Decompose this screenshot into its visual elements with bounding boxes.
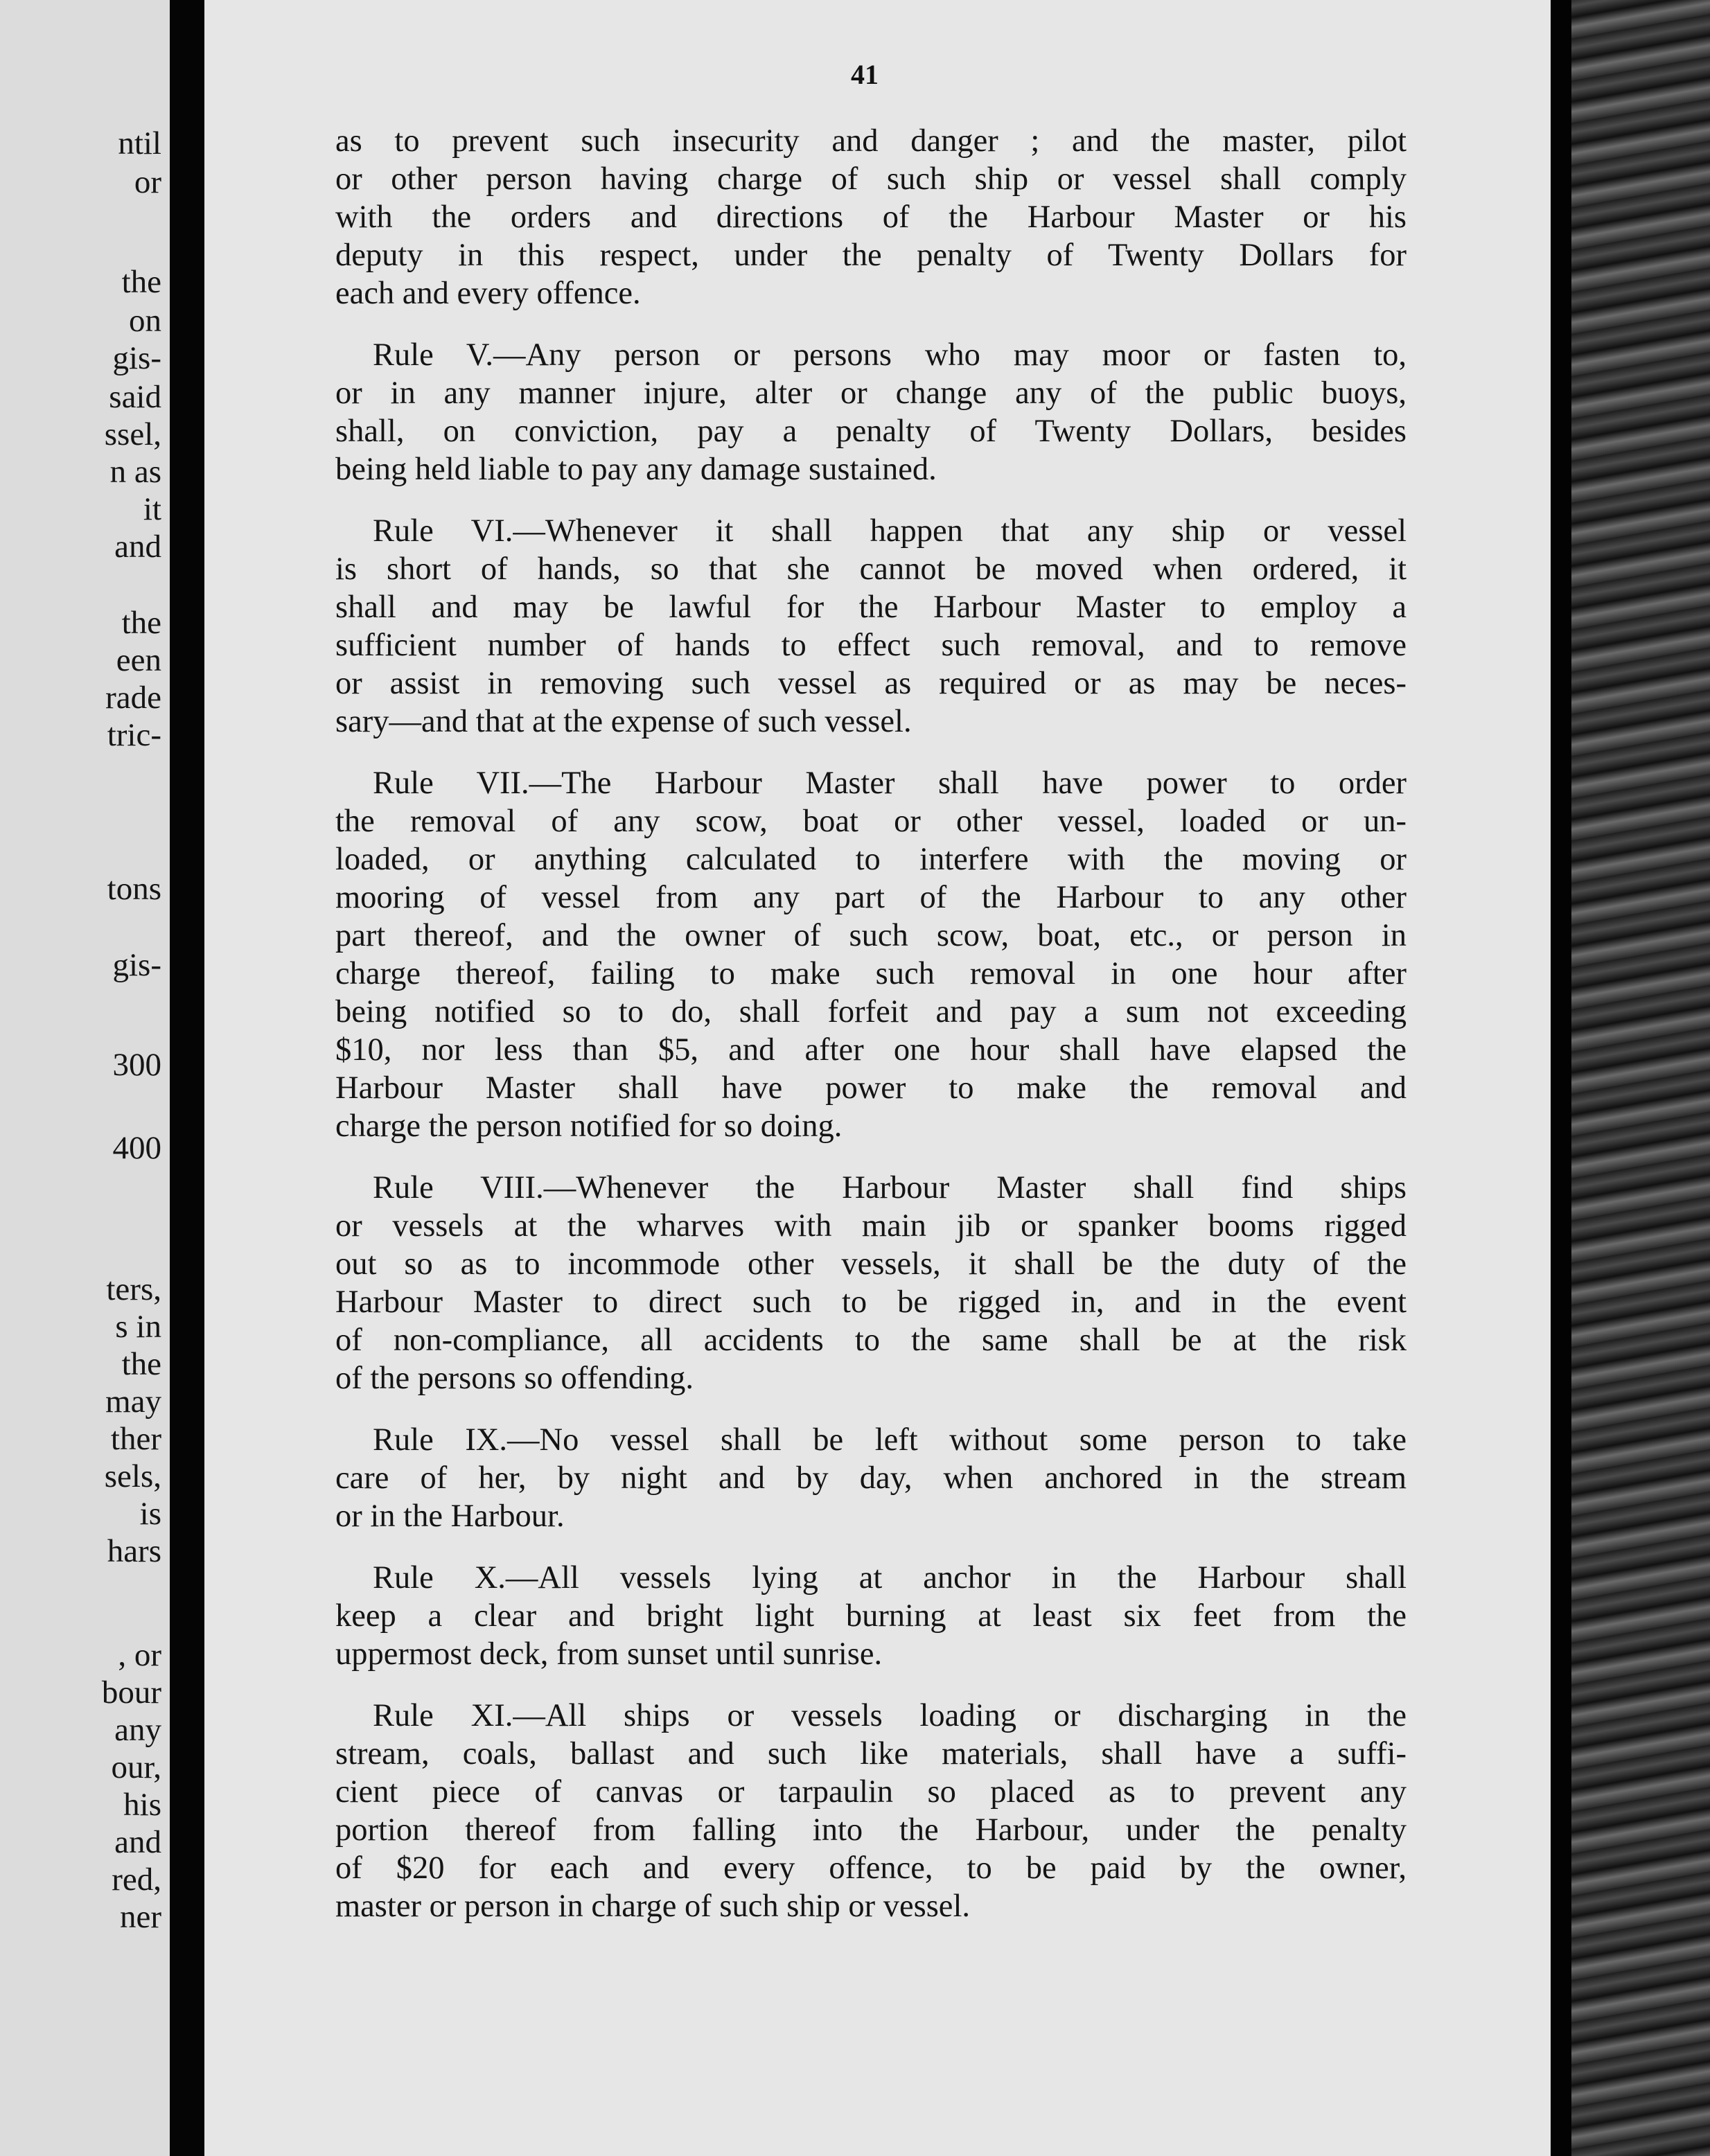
left-page-fragment: is bbox=[139, 1496, 161, 1532]
text-line: Harbour Master to direct such to be rigged in, and in the event bbox=[335, 1284, 1407, 1320]
paragraph bbox=[335, 512, 1407, 741]
left-page-fragment: the bbox=[121, 605, 161, 641]
text-line: Rule IX.—No vessel shall be left without some person to take bbox=[373, 1422, 1407, 1458]
text-line: charge the person notified for so doing. bbox=[335, 1108, 843, 1144]
left-page-fragment: the bbox=[121, 1346, 161, 1382]
left-page-fragment: any bbox=[114, 1712, 161, 1748]
text-line: part thereof, and the owner of such scow, boat, etc., or person in bbox=[335, 918, 1407, 953]
left-page-fragment: sels, bbox=[104, 1458, 161, 1494]
left-page-fragment: n as bbox=[109, 454, 161, 490]
left-page-fragment: hars bbox=[107, 1533, 161, 1569]
text-line: deputy in this respect, under the penalty of Twenty Dollars for bbox=[335, 238, 1407, 273]
left-page-fragment: 300 bbox=[112, 1047, 161, 1083]
paragraph bbox=[335, 122, 1407, 312]
left-page-fragment: ntil bbox=[118, 125, 161, 161]
text-line: with the orders and directions of the Harbour Master or his bbox=[335, 200, 1407, 235]
left-page-fragment: may bbox=[105, 1384, 161, 1420]
left-page-fragment: 400 bbox=[112, 1130, 161, 1166]
book-edge-marbled bbox=[1551, 0, 1710, 2156]
left-page-fragment: the bbox=[121, 264, 161, 300]
text-line: sufficient number of hands to effect such removal, and to remove bbox=[335, 628, 1407, 663]
left-page-fragment: rade bbox=[105, 680, 161, 716]
left-page-fragment: ssel, bbox=[104, 416, 161, 452]
text-line: or in the Harbour. bbox=[335, 1499, 565, 1534]
left-page-fragment: or bbox=[134, 164, 161, 200]
text-line: or other person having charge of such ship or vessel shall comply bbox=[335, 161, 1407, 197]
left-page-fragment: ters, bbox=[106, 1271, 161, 1307]
text-line: Rule VI.—Whenever it shall happen that any ship or vessel bbox=[373, 513, 1407, 549]
text-line: uppermost deck, from sunset until sunrise. bbox=[335, 1636, 883, 1672]
text-line: charge thereof, failing to make such removal in one hour after bbox=[335, 956, 1407, 991]
text-line: being held liable to pay any damage sustained. bbox=[335, 452, 937, 487]
text-line: Rule X.—All vessels lying at anchor in the Harbour shall bbox=[373, 1560, 1407, 1596]
text-line: keep a clear and bright light burning at least six feet from the bbox=[335, 1598, 1407, 1634]
left-page-fragment: and bbox=[114, 529, 161, 565]
left-page-fragment: it bbox=[143, 491, 161, 527]
text-line: portion thereof from falling into the Harbour, under the penalty bbox=[335, 1812, 1407, 1848]
text-line: or vessels at the wharves with main jib or spanker booms rigged bbox=[335, 1208, 1407, 1244]
text-line: or assist in removing such vessel as required or as may be neces- bbox=[335, 666, 1407, 701]
text-line: each and every offence. bbox=[335, 276, 641, 311]
left-page-fragment: bour bbox=[101, 1675, 161, 1711]
text-line: shall and may be lawful for the Harbour Master to employ a bbox=[335, 590, 1407, 625]
left-page-fragment: s in bbox=[115, 1309, 161, 1345]
left-page-fragment: gis- bbox=[112, 947, 161, 983]
left-page-fragment: , or bbox=[118, 1637, 161, 1673]
text-line: cient piece of canvas or tarpaulin so placed as to prevent any bbox=[335, 1774, 1407, 1810]
left-page-fragment: gis- bbox=[112, 340, 161, 376]
text-line: out so as to incommode other vessels, it shall be the duty of the bbox=[335, 1246, 1407, 1282]
text-line: the removal of any scow, boat or other vessel, loaded or un- bbox=[335, 804, 1407, 839]
text-line: being notified so to do, shall forfeit and pay a sum not exceeding bbox=[335, 994, 1407, 1030]
text-line: or in any manner injure, alter or change any of the public buoys, bbox=[335, 375, 1407, 411]
text-line: as to prevent such insecurity and danger ; and the master, pilot bbox=[335, 123, 1407, 159]
text-line: is short of hands, so that she cannot be moved when ordered, it bbox=[335, 551, 1407, 587]
left-page-fragment: on bbox=[129, 303, 161, 339]
text-line: shall, on conviction, pay a penalty of Twenty Dollars, besides bbox=[335, 414, 1407, 449]
left-page-fragment: red, bbox=[112, 1862, 161, 1898]
left-page-edge bbox=[0, 0, 170, 2156]
paragraph bbox=[335, 1697, 1407, 1925]
text-line: care of her, by night and by day, when anchored in the stream bbox=[335, 1460, 1407, 1496]
text-line: of $20 for each and every offence, to be paid by the owner, bbox=[335, 1850, 1407, 1886]
left-page-fragment: ner bbox=[119, 1899, 161, 1935]
left-page-fragment: ther bbox=[110, 1421, 161, 1457]
left-page-fragment: een bbox=[116, 642, 161, 678]
paragraph bbox=[335, 1169, 1407, 1397]
text-line: sary—and that at the expense of such vessel. bbox=[335, 704, 912, 739]
page-body-text bbox=[335, 122, 1407, 1925]
text-line: master or person in charge of such ship or vessel. bbox=[335, 1889, 970, 1924]
text-line: $10, nor less than $5, and after one hour shall have elapsed the bbox=[335, 1032, 1407, 1068]
paragraph bbox=[335, 1421, 1407, 1535]
left-page-fragment: said bbox=[109, 379, 161, 415]
paragraph bbox=[335, 336, 1407, 488]
book-gutter bbox=[170, 0, 204, 2156]
text-line: of the persons so offending. bbox=[335, 1361, 694, 1396]
text-line: of non-compliance, all accidents to the same shall be at the risk bbox=[335, 1323, 1407, 1358]
text-line: Rule V.—Any person or persons who may moor or fasten to, bbox=[373, 337, 1407, 373]
text-line: stream, coals, ballast and such like materials, shall have a suffi- bbox=[335, 1736, 1407, 1771]
text-line: Harbour Master shall have power to make the removal and bbox=[335, 1070, 1407, 1106]
text-line: mooring of vessel from any part of the Harbour to any other bbox=[335, 880, 1407, 915]
left-page-fragment: his bbox=[123, 1787, 161, 1823]
paragraph bbox=[335, 1559, 1407, 1673]
left-page-fragment: tons bbox=[107, 871, 161, 907]
text-line: Rule XI.—All ships or vessels loading or discharging in the bbox=[373, 1698, 1407, 1733]
text-line: Rule VIII.—Whenever the Harbour Master shall find ships bbox=[373, 1170, 1407, 1205]
page-number: 41 bbox=[851, 59, 879, 90]
left-page-fragment: and bbox=[114, 1824, 161, 1860]
text-line: loaded, or anything calculated to interfere with the moving or bbox=[335, 842, 1407, 877]
left-page-fragment: tric- bbox=[107, 717, 161, 753]
paragraph bbox=[335, 764, 1407, 1145]
text-line: Rule VII.—The Harbour Master shall have power to order bbox=[373, 766, 1407, 801]
left-page-fragment: our, bbox=[111, 1749, 161, 1785]
